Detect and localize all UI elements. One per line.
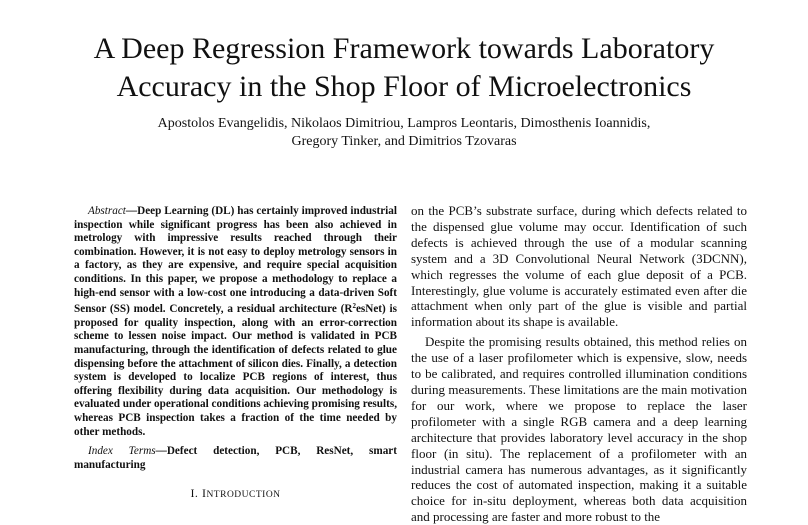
title-line-1: A Deep Regression Framework towards Laboratory xyxy=(93,32,715,65)
authors-line-2: Gregory Tinker, and Dimitrios Tzovaras xyxy=(291,134,517,149)
authors-line-1: Apostolos Evangelidis, Nikolaos Dimitriou, Lampros Leontaris, Dimosthenis Ioannidis, xyxy=(157,116,651,131)
left-column xyxy=(74,205,397,472)
index-terms-text: Defect detection, PCB, ResNet, smart manufacturing xyxy=(74,445,397,471)
right-paragraph-1: on the PCB’s substrate surface, during which defects related to the dispensed glue volume may occur. Identification of such defects is achieved through the use of a modular scanning system and a 3D Convolutional Neural Network (3DCNN), which regresses the volume of each glue deposit of a PCB. Interestingly, glue volume is accurately estimated even after die attachment when only part of the glue is visible and partial information about its shape is available. xyxy=(411,203,747,330)
abstract-label: Abstract xyxy=(88,205,126,217)
abstract-superscript: 2 xyxy=(352,302,356,311)
abstract-text-part-1: Deep Learning (DL) has certainly improved industrial inspection while significant progress has been also achieved in metrology with impressive results reached through their combination. However, it is not easy to deploy metrology sensors in a factory, as they are expensive, and require special acquisition conditions. In this paper, we propose a methodology to replace a high-end sensor with a low-cost one introducing a data-driven Soft Sensor (SS) model. Concretely, a residual architecture (R xyxy=(74,205,397,316)
index-terms-label: Index Terms xyxy=(88,445,156,458)
index-terms-dash: — xyxy=(155,445,167,458)
section-initial: I xyxy=(201,486,207,500)
section-heading-introduction xyxy=(74,486,397,501)
title-line-2: Accuracy in the Shop Floor of Microelectronics xyxy=(116,70,692,103)
index-terms xyxy=(74,445,397,472)
abstract-dash: — xyxy=(125,205,138,217)
author-list xyxy=(0,115,808,151)
paper-title xyxy=(0,30,808,106)
abstract-text-part-2: esNet) is proposed for quality inspection, along with an error-correction scheme to lessen noise impact. Our method is validated in PCB manufacturing, through the identification of defects related to glue dispensing before the attachment of silicon dies. Finally, a detection system is developed to localize PCB regions of interest, thus offering flexibility during data acquisition. Our methodology is evaluated under operational conditions achieving promising results, whereas PCB inspection takes a fraction of the time needed by other methods. xyxy=(74,303,398,438)
right-column xyxy=(411,203,747,525)
section-title-rest: NTRODUCTION xyxy=(206,490,281,500)
abstract xyxy=(74,205,397,439)
section-numeral: I. xyxy=(190,486,202,500)
right-paragraph-2: Despite the promising results obtained, this method relies on the use of a laser profilometer which is expensive, slow, needs to be calibrated, and requires controlled illumination conditions during measurements. These limitations are the main motivation for our work, where we propose to replace the laser profilometer with a single RGB camera and a deep learning architecture that provides laboratory level accuracy in the shop floor (in situ). The replacement of a profilometer with an industrial camera has numerous advantages, as it significantly reduces the cost of automated inspection, making it a suitable choice for in-situ deployment, whereas both data acquisition and processing are faster and more robust to the xyxy=(411,334,747,525)
